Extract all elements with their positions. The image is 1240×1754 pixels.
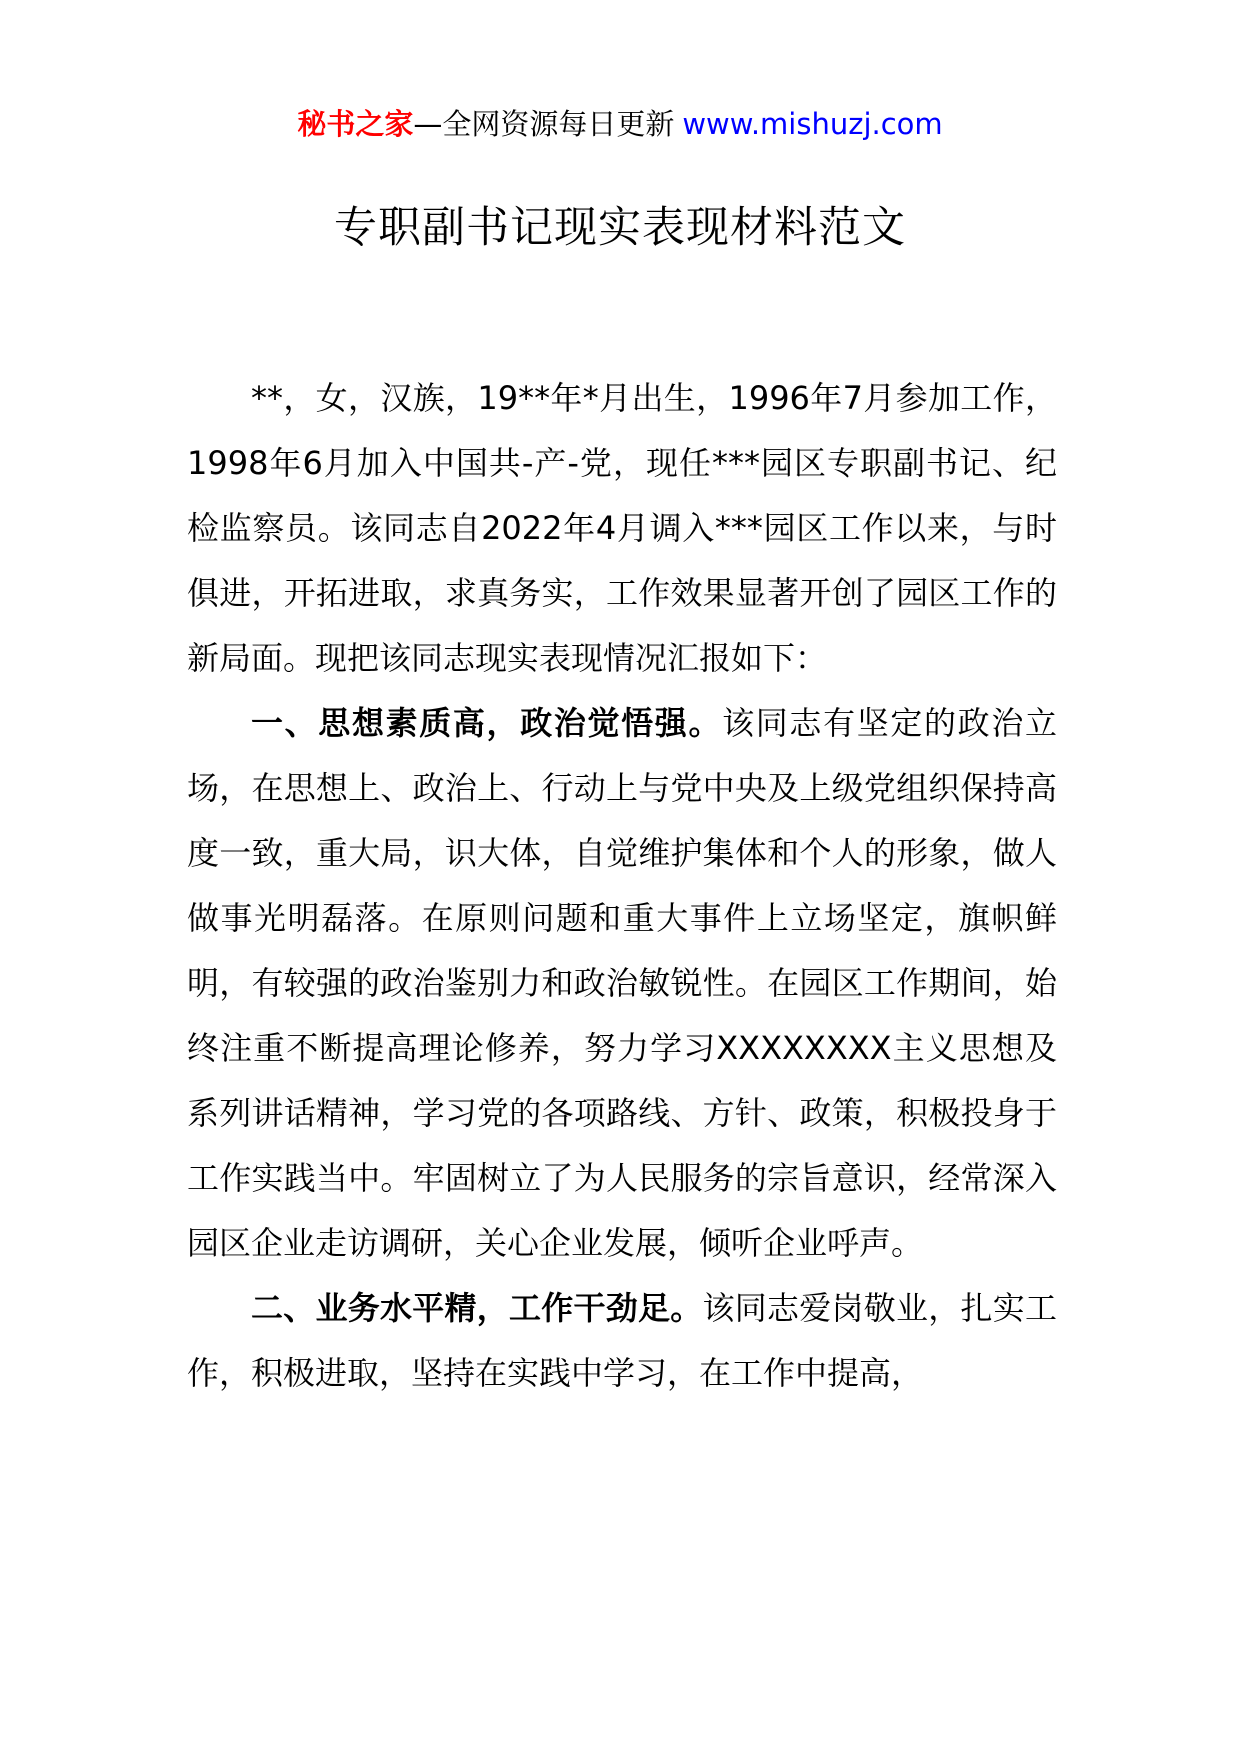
site-header (0, 100, 1240, 148)
document-body (187, 366, 1057, 1406)
paragraph-section-2 (187, 1276, 1057, 1406)
brand-name: 秘书之家 (297, 107, 414, 141)
paragraph-intro (187, 366, 1057, 691)
paragraph-section-1 (187, 691, 1057, 1276)
section-heading: 二、业务水平精，工作干劲足。 (251, 1289, 703, 1327)
document-title: 专职副书记现实表现材料范文 (334, 203, 906, 253)
section-heading: 一、思想素质高，政治觉悟强。 (251, 704, 723, 742)
paragraph-text: 该同志爱岗敬业，扎实工作，积极进取，坚持在实践中学习，在工作中提高， (187, 1289, 1057, 1392)
header-tagline: —全网资源每日更新 (413, 107, 675, 141)
site-url-link[interactable]: www.mishuzj.com (682, 107, 943, 141)
paragraph-text: **，女，汉族，19**年*月出生，1996年7月参加工作，1998年6月加入中国共-产-党，现任***园区专职副书记、纪检监察员。该同志自2022年4月调入***园区工作以来，与时俱进，开拓进取，求真务实，工作效果显著开创了园区工作的新局面。现把该同志现实表现情况汇报如下： (187, 379, 1057, 677)
paragraph-text: 该同志有坚定的政治立场，在思想上、政治上、行动上与党中央及上级党组织保持高度一致，重大局，识大体，自觉维护集体和个人的形象，做人做事光明磊落。在原则问题和重大事件上立场坚定，旗帜鲜明，有较强的政治鉴别力和政治敏锐性。在园区工作期间，始终注重不断提高理论修养，努力学习XXXXXXXX主义思想及系列讲话精神，学习党的各项路线、方针、政策，积极投身于工作实践当中。牢固树立了为人民服务的宗旨意识，经常深入园区企业走访调研，关心企业发展，倾听企业呼声。 (187, 704, 1057, 1262)
